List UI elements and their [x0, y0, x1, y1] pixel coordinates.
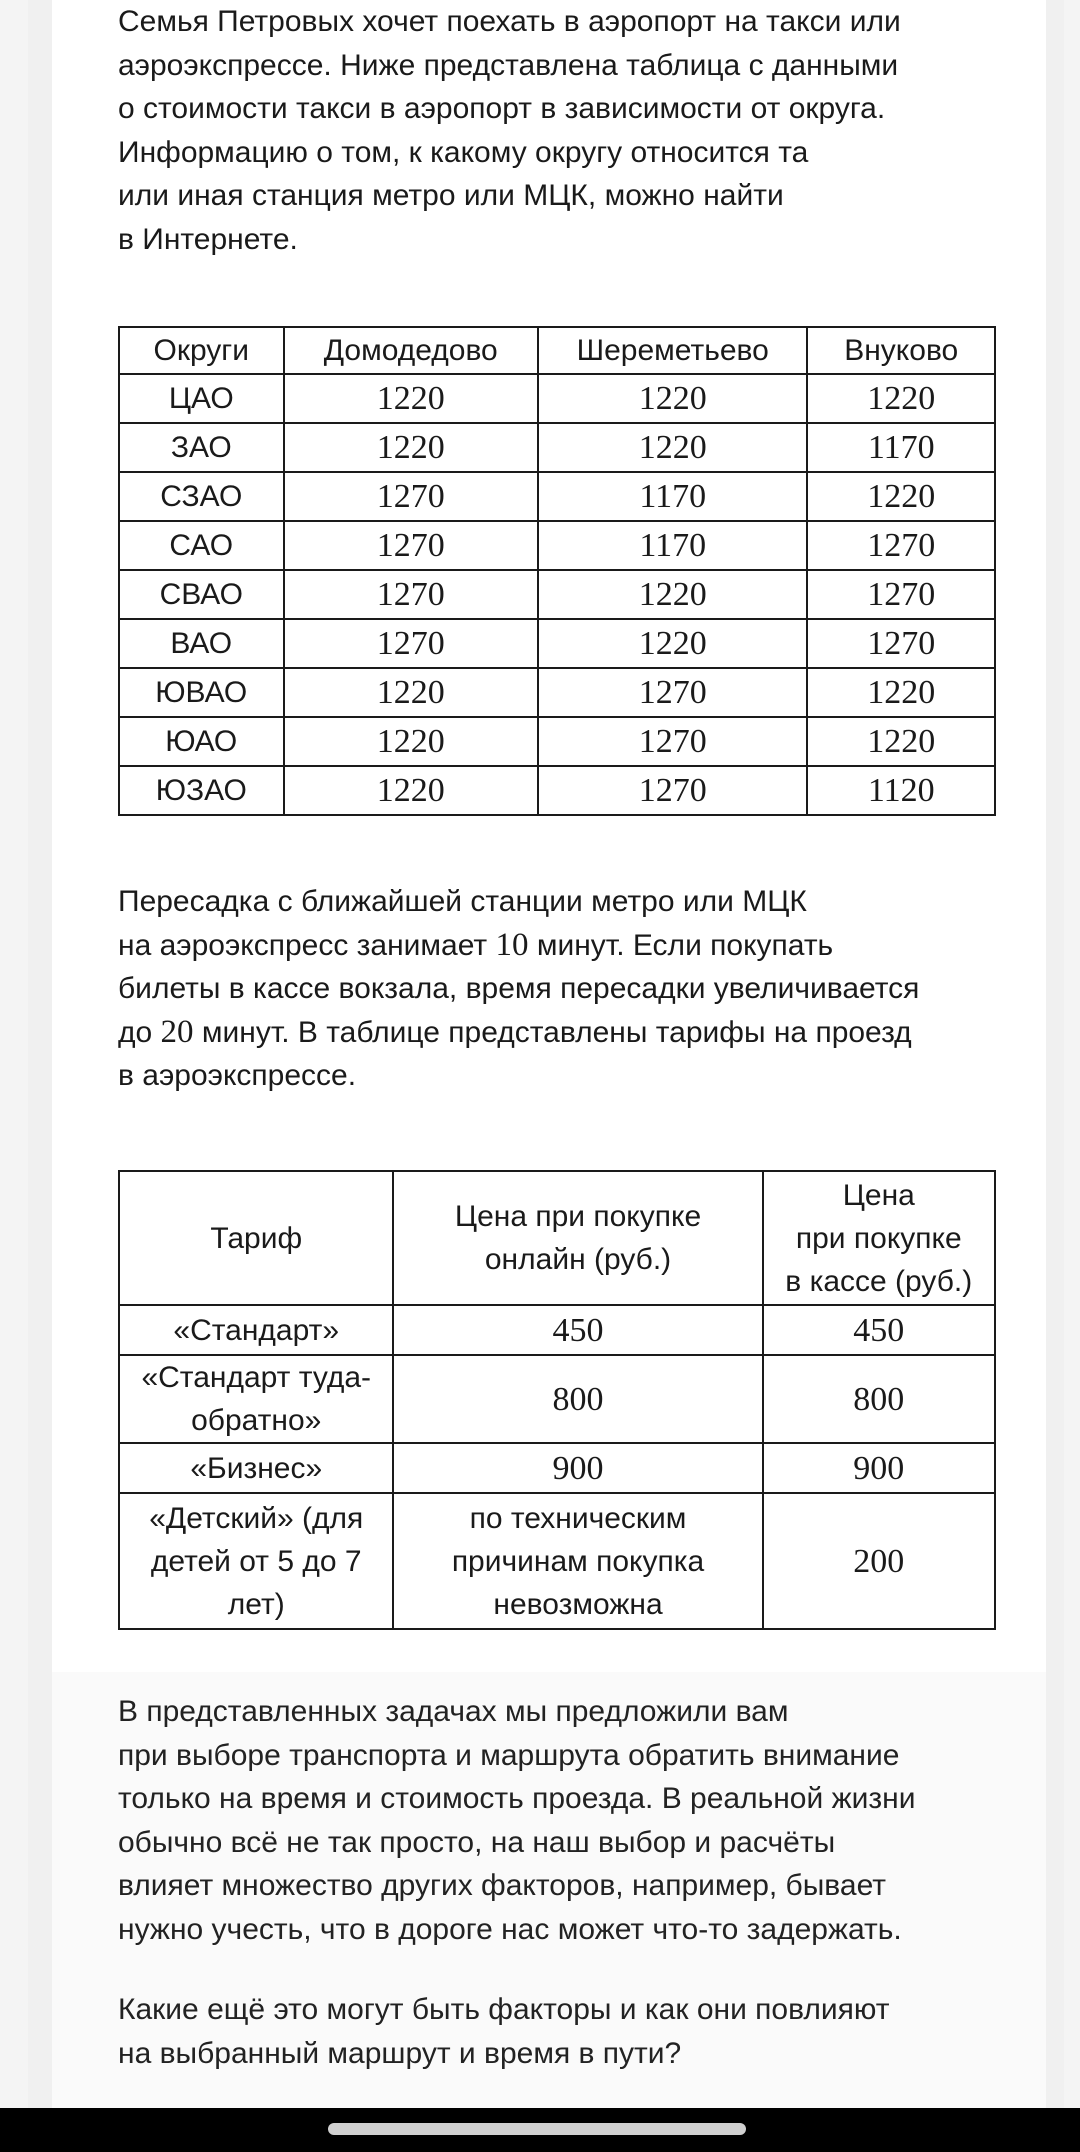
table-row [119, 472, 995, 521]
price-cell: 1270 [538, 668, 807, 717]
aeroexpress-tariff-table [118, 1170, 996, 1630]
header-online-price: Цена при покупке онлайн (руб.) [393, 1171, 762, 1305]
price-cell: 1220 [538, 570, 807, 619]
price-cell: 1220 [284, 374, 538, 423]
tariff-name-cell: «Детский» (для детей от 5 до 7 лет) [119, 1493, 393, 1629]
district-cell: СЗАО [119, 472, 284, 521]
district-cell: ЮАО [119, 717, 284, 766]
price-cell: 1270 [538, 766, 807, 815]
table-row [119, 1493, 995, 1629]
online-price-cell: 900 [393, 1443, 762, 1493]
header-vnukovo: Внуково [807, 327, 995, 374]
transfer-text-part: минут. В таблице представлены тарифы на проезд в аэроэкспрессе. [118, 1015, 912, 1092]
district-cell: СВАО [119, 570, 284, 619]
tariff-name-cell: «Бизнес» [119, 1443, 393, 1493]
district-cell: ЮВАО [119, 668, 284, 717]
price-cell: 1220 [807, 374, 995, 423]
price-cell: 1220 [284, 717, 538, 766]
price-cell: 1220 [284, 668, 538, 717]
table-row [119, 619, 995, 668]
price-cell: 1270 [284, 619, 538, 668]
table-row [119, 521, 995, 570]
kiosk-price-cell: 450 [763, 1305, 995, 1355]
district-cell: ВАО [119, 619, 284, 668]
price-cell: 1220 [538, 423, 807, 472]
price-cell: 1220 [284, 423, 538, 472]
table-row [119, 570, 995, 619]
header-kiosk-price: Цена при покупке в кассе (руб.) [763, 1171, 995, 1305]
district-cell: ЗАО [119, 423, 284, 472]
transfer-paragraph [118, 880, 1018, 1098]
price-cell: 1270 [807, 570, 995, 619]
kiosk-price-cell: 800 [763, 1355, 995, 1443]
transfer-minutes-online: 10 [495, 926, 529, 963]
header-domodedovo: Домодедово [284, 327, 538, 374]
table-row [119, 668, 995, 717]
transfer-text-part: минут. Если покупать билеты в кассе вокзала, время пересадки увеличивается до [118, 928, 920, 1049]
online-price-cell: по техническим причинам покупка невозможна [393, 1493, 762, 1629]
question-paragraph: Какие ещё это могут быть факторы и как они повлияют на выбранный маршрут и время в пути? [118, 1993, 890, 2070]
price-cell: 1170 [538, 472, 807, 521]
system-navigation-bar [0, 2108, 1080, 2152]
price-cell: 1270 [284, 521, 538, 570]
online-price-cell: 450 [393, 1305, 762, 1355]
price-cell: 1270 [284, 472, 538, 521]
transfer-text-part: Пересадка с ближайшей станции метро или МЦК на аэроэкспресс занимает [118, 885, 807, 962]
note-paragraph: В представленных задачах мы предложили вам при выборе транспорта и маршрута обратить внимание только на время и стоимость проезда. В реальной жизни обычно всё не так просто, на наш выбор и расчёты влияет множество других факторов, например, бывает нужно учесть, что в дороге нас может что-то задержать. [118, 1695, 916, 1946]
tariff-name-cell: «Стандарт туда- обратно» [119, 1355, 393, 1443]
home-gesture-handle[interactable] [328, 2123, 746, 2135]
taxi-price-table [118, 326, 996, 816]
tariff-name-cell: «Стандарт» [119, 1305, 393, 1355]
transfer-minutes-kiosk: 20 [160, 1013, 194, 1050]
price-cell: 1270 [807, 619, 995, 668]
price-cell: 1270 [538, 717, 807, 766]
table-row [119, 423, 995, 472]
price-cell: 1220 [284, 766, 538, 815]
header-districts: Округи [119, 327, 284, 374]
price-cell: 1220 [807, 472, 995, 521]
price-cell: 1220 [807, 668, 995, 717]
kiosk-price-cell: 200 [763, 1493, 995, 1629]
table-row [119, 1355, 995, 1443]
kiosk-price-cell: 900 [763, 1443, 995, 1493]
tariff-table-header-row [119, 1171, 995, 1305]
price-cell: 1220 [538, 619, 807, 668]
district-cell: ЦАО [119, 374, 284, 423]
taxi-table-header-row [119, 327, 995, 374]
table-row [119, 717, 995, 766]
price-cell: 1270 [807, 521, 995, 570]
table-row [119, 374, 995, 423]
price-cell: 1220 [807, 717, 995, 766]
header-tariff: Тариф [119, 1171, 393, 1305]
price-cell: 1220 [538, 374, 807, 423]
price-cell: 1170 [538, 521, 807, 570]
header-sheremetyevo: Шереметьево [538, 327, 807, 374]
online-price-cell: 800 [393, 1355, 762, 1443]
table-row [119, 766, 995, 815]
table-row [119, 1443, 995, 1493]
intro-paragraph: Семья Петровых хочет поехать в аэропорт на такси или аэроэкспрессе. Ниже представлена таблица с данными о стоимости такси в аэропорт в зависимости от округа. Информацию о том, к какому округу относится та или иная станция метро или МЦК, можно найти в Интернете. [118, 5, 901, 256]
table-row [119, 1305, 995, 1355]
price-cell: 1170 [807, 423, 995, 472]
price-cell: 1120 [807, 766, 995, 815]
price-cell: 1270 [284, 570, 538, 619]
district-cell: ЮЗАО [119, 766, 284, 815]
district-cell: САО [119, 521, 284, 570]
